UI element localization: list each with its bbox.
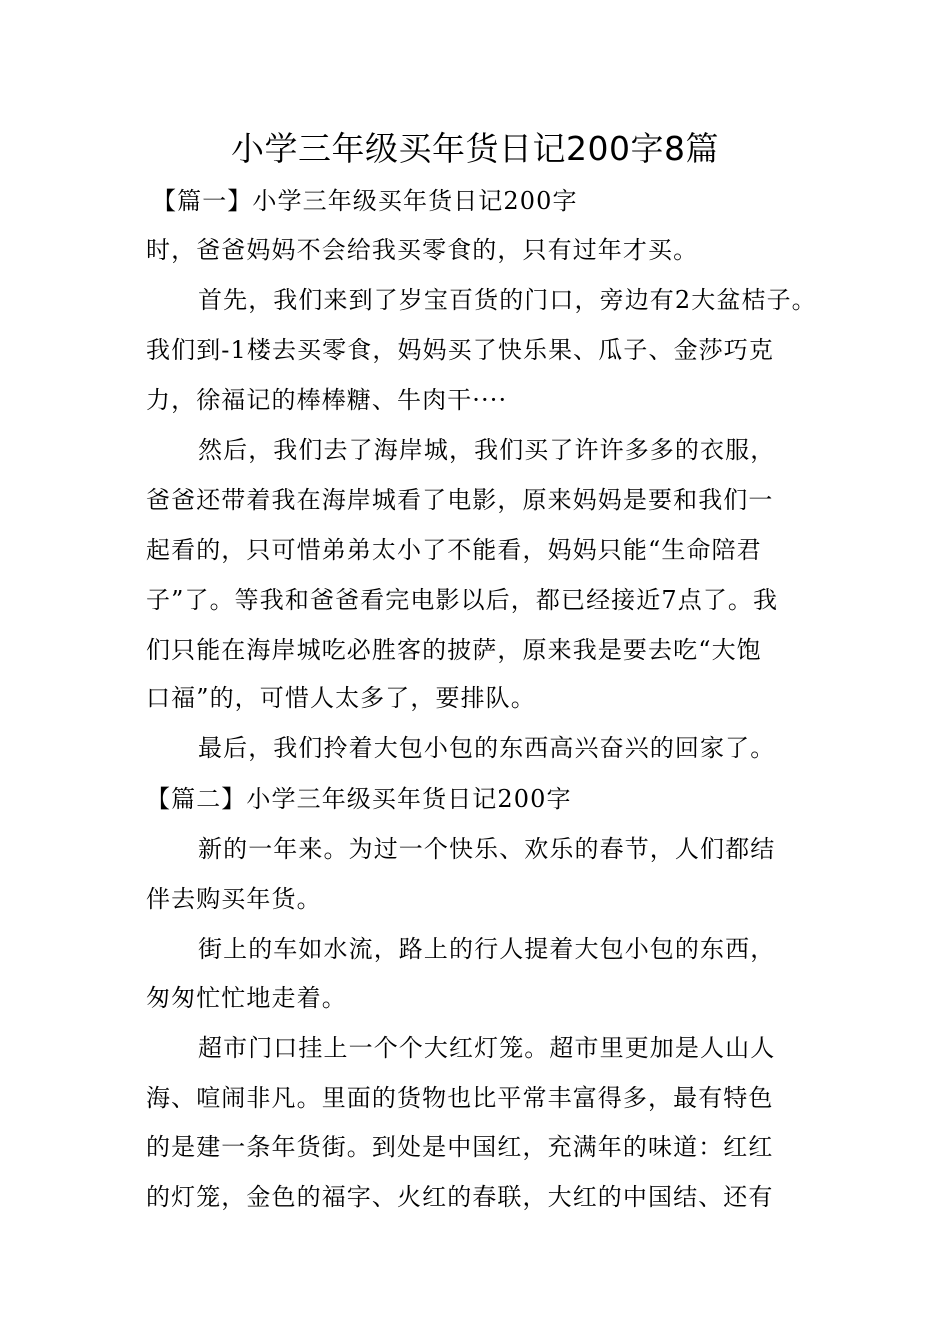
document-title: 小学三年级买年货日记200字8篇 — [231, 129, 719, 168]
paragraph-line: 的是建一条年货街。到处是中国红，充满年的味道：红红 — [146, 1133, 774, 1161]
paragraph-line: 匆匆忙忙地走着。 — [146, 984, 347, 1012]
section-heading-2: 【篇二】小学三年级买年货日记200字 — [146, 785, 572, 813]
paragraph-line: 子”了。等我和爸爸看完电影以后，都已经接近7点了。我 — [146, 586, 779, 614]
paragraph-line: 时，爸爸妈妈不会给我买零食的，只有过年才买。 — [146, 236, 699, 264]
paragraph-line: 最后，我们拎着大包小包的东西高兴奋兴的回家了。 — [198, 734, 776, 762]
paragraph-line: 力，徐福记的棒棒糖、牛肉干···· — [146, 386, 508, 414]
paragraph-line: 首先，我们来到了岁宝百货的门口，旁边有2大盆桔子。 — [198, 286, 817, 314]
section-heading-1: 【篇一】小学三年级买年货日记200字 — [152, 187, 578, 215]
paragraph-line: 伴去购买年货。 — [146, 885, 322, 913]
paragraph-line: 口福”的，可惜人太多了，要排队。 — [146, 684, 536, 712]
paragraph-line: 的灯笼，金色的福字、火红的春联，大红的中国结、还有 — [146, 1183, 774, 1211]
paragraph-line: 街上的车如水流，路上的行人提着大包小包的东西， — [198, 935, 776, 963]
paragraph-line: 超市门口挂上一个个大红灯笼。超市里更加是人山人 — [198, 1034, 776, 1062]
paragraph-line: 爸爸还带着我在海岸城看了电影，原来妈妈是要和我们一 — [146, 486, 774, 514]
paragraph-line: 起看的，只可惜弟弟太小了不能看，妈妈只能“生命陪君 — [146, 536, 762, 564]
paragraph-line: 海、喧闹非凡。里面的货物也比平常丰富得多，最有特色 — [146, 1084, 774, 1112]
paragraph-line: 们只能在海岸城吃必胜客的披萨，原来我是要去吃“大饱 — [146, 636, 762, 664]
paragraph-line: 然后，我们去了海岸城，我们买了许许多多的衣服， — [198, 436, 776, 464]
paragraph-line: 新的一年来。为过一个快乐、欢乐的春节，人们都结 — [198, 835, 776, 863]
paragraph-line: 我们到-1楼去买零食，妈妈买了快乐果、瓜子、金莎巧克 — [146, 336, 774, 364]
